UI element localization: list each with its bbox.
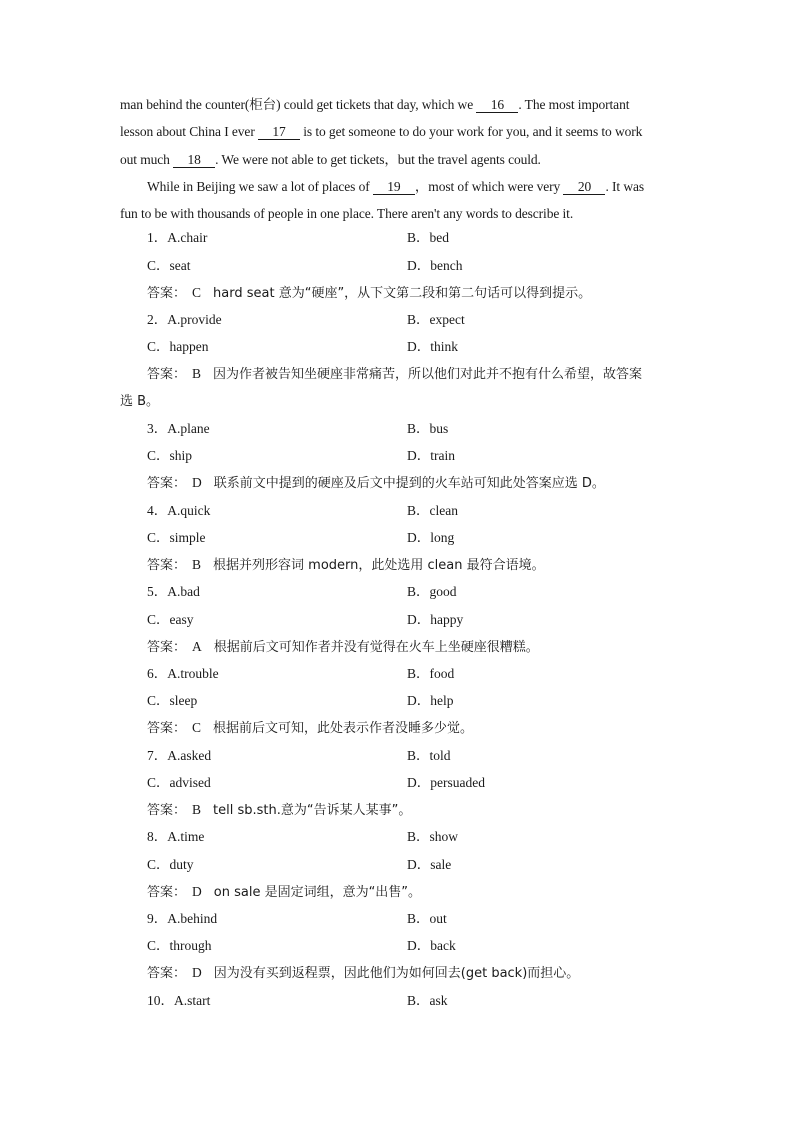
passage-text: While in Beijing we saw a lot of places of bbox=[147, 179, 373, 194]
blank-17: 17 bbox=[258, 124, 300, 140]
answer-key: D bbox=[192, 475, 202, 490]
option-a: 3．A.plane bbox=[147, 421, 210, 436]
passage-text: . We were not able to get tickets，but the travel agents could. bbox=[215, 152, 541, 167]
option-a: 9．A.behind bbox=[147, 911, 218, 926]
passage-line-4 bbox=[147, 178, 677, 196]
answer-key: D bbox=[192, 884, 202, 899]
answer-line bbox=[147, 284, 591, 303]
answer-tag: 答案： bbox=[147, 286, 187, 301]
answer-line bbox=[147, 883, 421, 902]
option-c: C．simple bbox=[147, 530, 206, 545]
answer-key: D bbox=[192, 965, 202, 980]
blank-16: 16 bbox=[476, 97, 518, 113]
option-b: B．clean bbox=[407, 503, 458, 518]
answer-line bbox=[147, 964, 579, 983]
answer-line bbox=[147, 556, 545, 575]
answer-explanation: on sale 是固定词组，意为“出售”。 bbox=[213, 885, 422, 900]
answer-line bbox=[147, 474, 605, 493]
answer-key: B bbox=[192, 557, 202, 572]
passage-text: man behind the counter(柜台) could get tickets that day, which we bbox=[120, 97, 477, 112]
passage-line-2 bbox=[120, 123, 676, 141]
passage-line-1 bbox=[120, 96, 676, 114]
option-b: B．out bbox=[407, 911, 447, 926]
option-b: B．ask bbox=[407, 993, 448, 1008]
option-b: B．told bbox=[407, 748, 451, 763]
answer-explanation: 根据前后文可知作者并没有觉得在火车上坐硬座很糟糕。 bbox=[213, 640, 539, 655]
answer-explanation: 因为没有买到返程票，因此他们为如何回去(get back)而担心。 bbox=[213, 966, 580, 981]
answer-explanation: 根据并列形容词 modern，此处选用 clean 最符合语境。 bbox=[213, 558, 545, 573]
option-c: C．easy bbox=[147, 612, 194, 627]
option-b: B．bus bbox=[407, 421, 449, 436]
answer-tag: 答案： bbox=[147, 721, 187, 736]
answer-explanation: 联系前文中提到的硬座及后文中提到的火车站可知此处答案应选 D。 bbox=[213, 476, 605, 491]
option-d: D．sale bbox=[407, 857, 452, 872]
answer-tag: 答案： bbox=[147, 803, 187, 818]
option-a: 5．A.bad bbox=[147, 584, 200, 599]
answer-key: B bbox=[192, 366, 202, 381]
passage-line-3 bbox=[120, 151, 676, 169]
blank-18: 18 bbox=[173, 152, 215, 168]
answer-explanation: hard seat 意为“硬座”，从下文第二段和第二句话可以得到提示。 bbox=[213, 286, 592, 301]
blank-20: 20 bbox=[563, 179, 605, 195]
passage-text: ，most of which were very bbox=[414, 179, 564, 194]
answer-line bbox=[147, 365, 642, 384]
option-c: C．advised bbox=[147, 775, 211, 790]
option-b: B．good bbox=[407, 584, 457, 599]
answer-key: C bbox=[192, 285, 202, 300]
option-d: D．bench bbox=[407, 258, 463, 273]
option-d: D．long bbox=[407, 530, 455, 545]
option-d: D．train bbox=[407, 448, 455, 463]
answer-line bbox=[147, 801, 411, 820]
option-a: 2．A.provide bbox=[147, 312, 222, 327]
answer-explanation: 根据前后文可知，此处表示作者没睡多少觉。 bbox=[213, 721, 474, 736]
passage-text: out much bbox=[120, 152, 174, 167]
answer-tag: 答案： bbox=[147, 476, 187, 491]
answer-key: C bbox=[192, 720, 202, 735]
option-b: B．show bbox=[407, 829, 459, 844]
answer-key: A bbox=[192, 639, 202, 654]
option-d: D．think bbox=[407, 339, 459, 354]
option-c: C．through bbox=[147, 938, 212, 953]
answer-line bbox=[147, 638, 539, 657]
option-c: C．duty bbox=[147, 857, 194, 872]
option-d: D．back bbox=[407, 938, 456, 953]
option-b: B．food bbox=[407, 666, 455, 681]
option-c: C．happen bbox=[147, 339, 209, 354]
answer-tag: 答案： bbox=[147, 966, 187, 981]
option-a: 7．A.asked bbox=[147, 748, 212, 763]
passage-text: lesson about China I ever bbox=[120, 124, 258, 139]
option-d: D．help bbox=[407, 693, 454, 708]
answer-explanation: tell sb.sth.意为“告诉某人某事”。 bbox=[213, 803, 412, 818]
option-c: C．seat bbox=[147, 258, 191, 273]
answer-line bbox=[147, 719, 473, 738]
answer-tag: 答案： bbox=[147, 558, 187, 573]
answer-explanation: 因为作者被告知坐硬座非常痛苦，所以他们对此并不抱有什么希望，故答案 bbox=[213, 367, 643, 382]
option-a: 8．A.time bbox=[147, 829, 205, 844]
option-a: 4．A.quick bbox=[147, 503, 211, 518]
passage-text: is to get someone to do your work for you, and it seems to work bbox=[300, 124, 643, 139]
option-b: B．expect bbox=[407, 312, 465, 327]
option-a: 10．A.start bbox=[147, 993, 211, 1008]
passage-line-5: fun to be with thousands of people in one place. There aren't any words to describe it. bbox=[120, 206, 574, 221]
passage-text: . It was bbox=[605, 179, 645, 194]
passage-text: . The most important bbox=[518, 97, 630, 112]
answer-tag: 答案： bbox=[147, 885, 187, 900]
answer-tag: 答案： bbox=[147, 640, 187, 655]
option-b: B．bed bbox=[407, 230, 449, 245]
option-a: 1．A.chair bbox=[147, 230, 208, 245]
option-c: C．ship bbox=[147, 448, 193, 463]
option-d: D．persuaded bbox=[407, 775, 485, 790]
option-d: D．happy bbox=[407, 612, 464, 627]
blank-19: 19 bbox=[373, 179, 415, 195]
option-c: C．sleep bbox=[147, 693, 198, 708]
answer-explanation-continued: 选 B。 bbox=[120, 394, 160, 409]
option-a: 6．A.trouble bbox=[147, 666, 219, 681]
answer-key: B bbox=[192, 802, 202, 817]
answer-tag: 答案： bbox=[147, 367, 187, 382]
